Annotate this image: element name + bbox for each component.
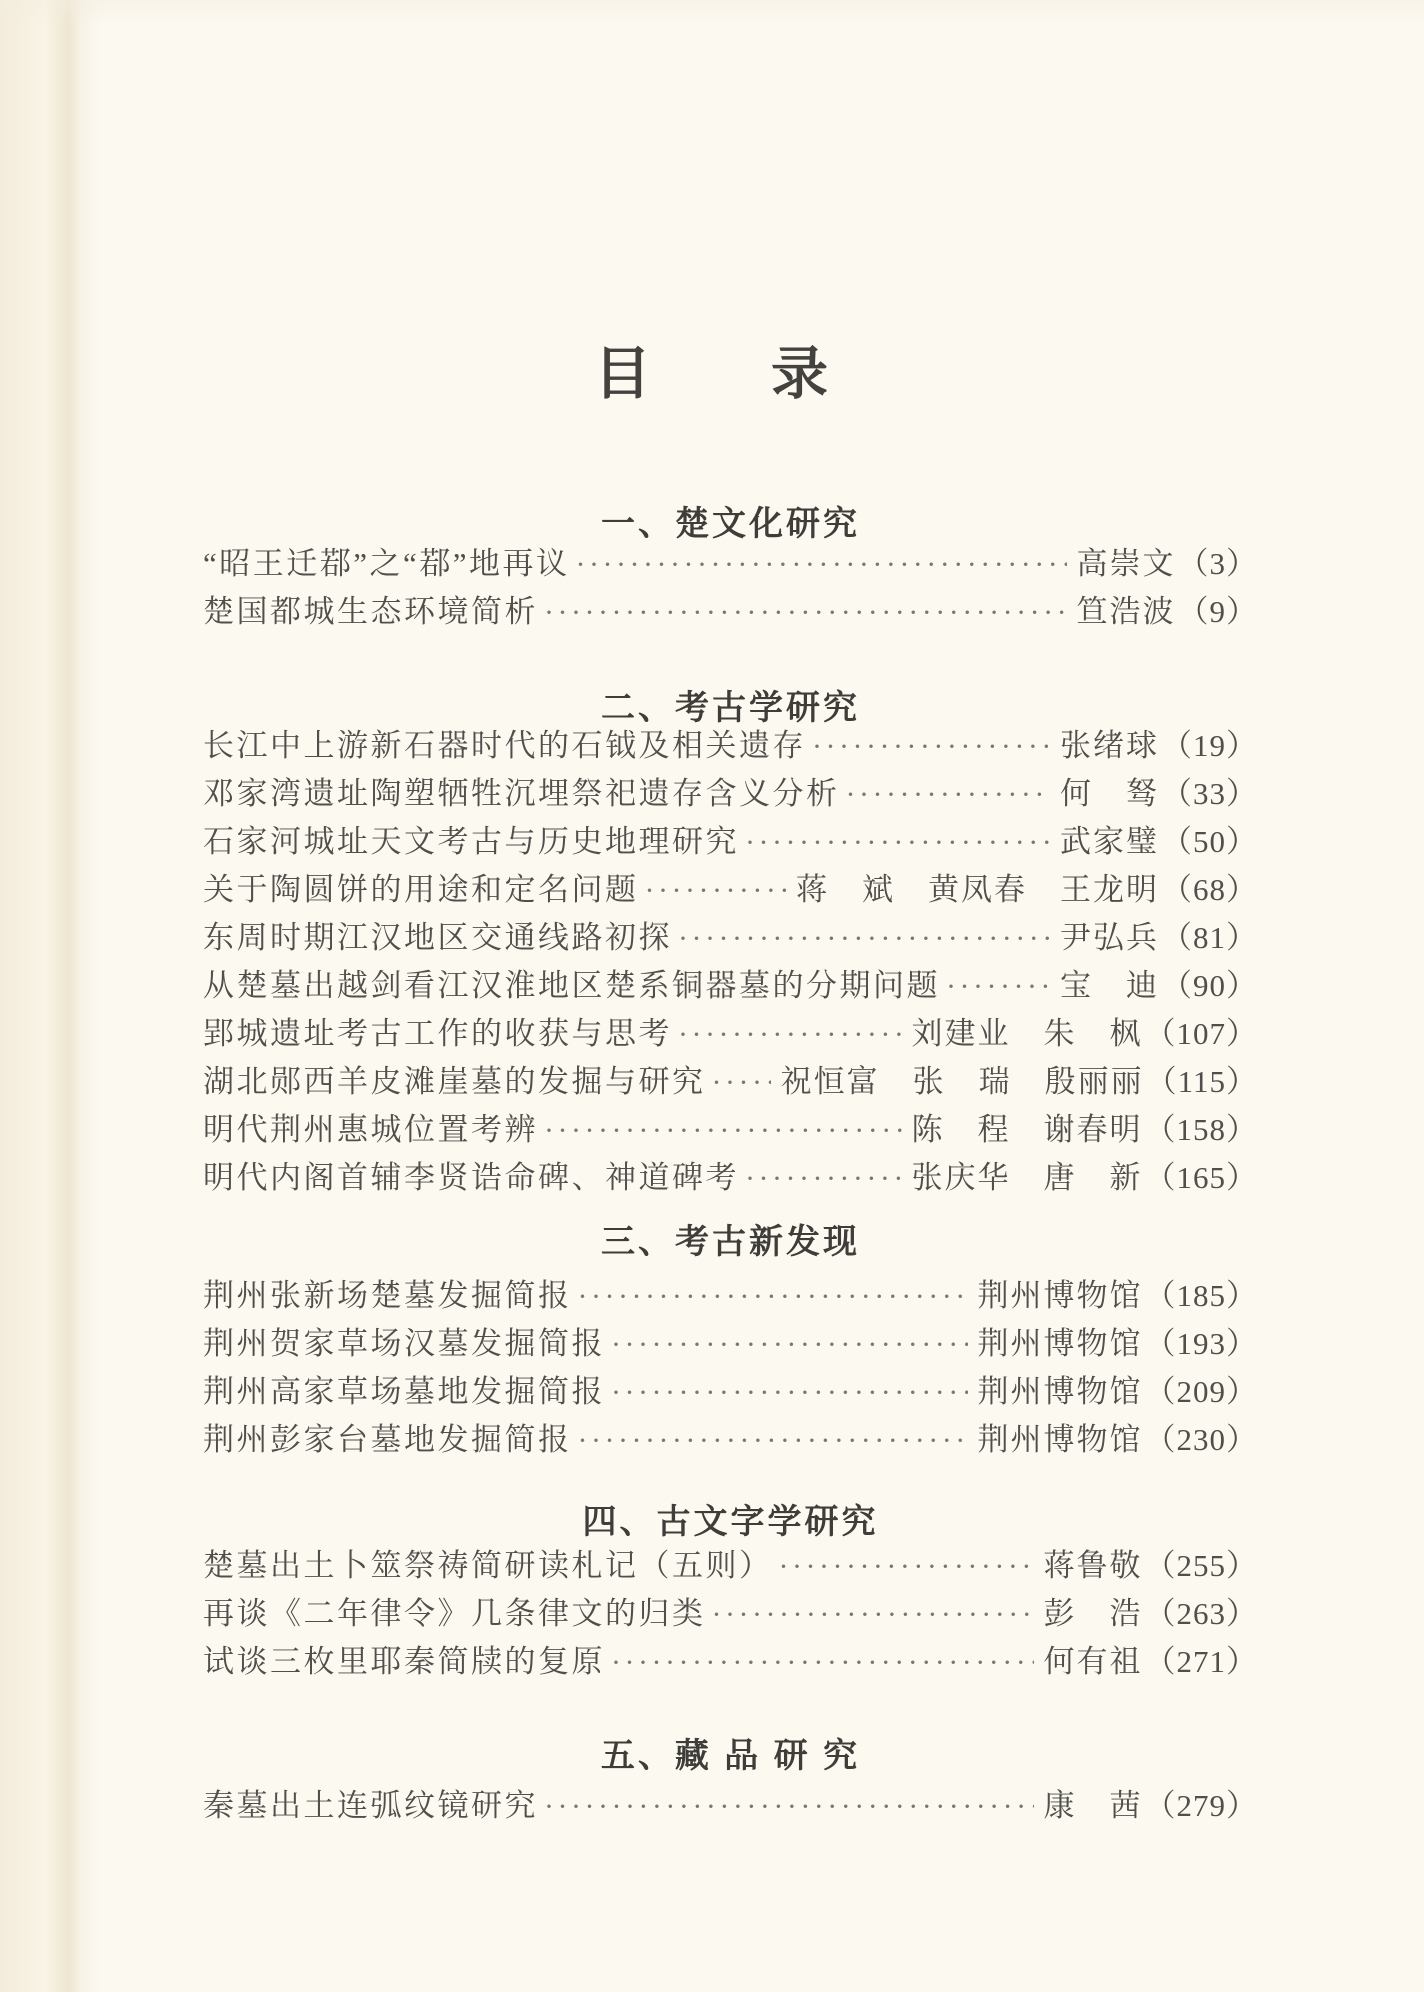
entry-title: 荆州张新场楚墓发掘简报 bbox=[203, 1278, 572, 1313]
toc-entry-row bbox=[203, 962, 1258, 1010]
toc-entry-row bbox=[203, 1638, 1258, 1686]
dot-leader bbox=[779, 1543, 1034, 1591]
toc-entry-row bbox=[203, 914, 1258, 962]
entry-page-number: （193） bbox=[1144, 1326, 1258, 1361]
entry-title: 楚墓出土卜筮祭祷简研读札记（五则） bbox=[203, 1548, 773, 1583]
toc-entry-row bbox=[203, 1010, 1258, 1058]
section-list-3 bbox=[203, 1272, 1258, 1464]
dot-leader bbox=[712, 1591, 1034, 1639]
section-heading-3: 三、考古新发现 bbox=[601, 1223, 860, 1261]
entry-page-number: （165） bbox=[1144, 1160, 1258, 1195]
entry-title: 明代内阁首辅李贤诰命碑、神道碑考 bbox=[203, 1160, 739, 1195]
toc-entry-row bbox=[203, 588, 1258, 636]
toc-entry-row bbox=[203, 1058, 1258, 1106]
entry-title: 荆州彭家台墓地发掘简报 bbox=[203, 1422, 572, 1457]
section-list-1 bbox=[203, 540, 1258, 636]
entry-page-number: （9） bbox=[1177, 594, 1258, 629]
entry-authors: 张绪球 bbox=[1060, 728, 1159, 763]
entry-authors: 蒋 斌 黄凤春 王龙明 bbox=[796, 872, 1159, 907]
dot-leader bbox=[544, 589, 1067, 637]
entry-page-number: （19） bbox=[1161, 728, 1258, 763]
entry-page-number: （230） bbox=[1144, 1422, 1258, 1457]
dot-leader bbox=[611, 1639, 1034, 1687]
dot-leader bbox=[544, 1783, 1034, 1831]
entry-authors: 荆州博物馆 bbox=[977, 1374, 1143, 1409]
dot-leader bbox=[611, 1369, 968, 1417]
entry-page-number: （279） bbox=[1144, 1788, 1258, 1823]
entry-authors: 荆州博物馆 bbox=[977, 1422, 1143, 1457]
dot-leader bbox=[745, 1155, 902, 1203]
entry-page-number: （158） bbox=[1144, 1112, 1258, 1147]
entry-title: 湖北郧西羊皮滩崖墓的发掘与研究 bbox=[203, 1064, 706, 1099]
section-list-4 bbox=[203, 1542, 1258, 1686]
entry-page-number: （263） bbox=[1144, 1596, 1258, 1631]
entry-authors: 荆州博物馆 bbox=[977, 1326, 1143, 1361]
entry-page-number: （255） bbox=[1144, 1548, 1258, 1583]
entry-authors: 张庆华 唐 新 bbox=[911, 1160, 1143, 1195]
toc-entry-row bbox=[203, 1154, 1258, 1202]
entry-authors: 笪浩波 bbox=[1076, 594, 1176, 629]
dot-leader bbox=[576, 541, 1067, 589]
section-heading-2: 二、考古学研究 bbox=[601, 689, 860, 727]
entry-authors: 高崇文 bbox=[1076, 546, 1176, 581]
entry-page-number: （90） bbox=[1161, 968, 1258, 1003]
dot-leader bbox=[712, 1059, 771, 1107]
dot-leader bbox=[678, 1011, 902, 1059]
toc-entry-row bbox=[203, 1416, 1258, 1464]
entry-title: 邓家湾遗址陶塑牺牲沉埋祭祀遗存含义分析 bbox=[203, 776, 840, 811]
toc-entry-row bbox=[203, 1320, 1258, 1368]
entry-page-number: （33） bbox=[1161, 776, 1258, 811]
entry-page-number: （115） bbox=[1145, 1064, 1258, 1099]
entry-page-number: （185） bbox=[1144, 1278, 1258, 1313]
dot-leader bbox=[812, 723, 1050, 771]
entry-page-number: （68） bbox=[1161, 872, 1258, 907]
entry-authors: 何有祖 bbox=[1043, 1644, 1143, 1679]
toc-entry-row bbox=[203, 1272, 1258, 1320]
toc-entry-row bbox=[203, 1106, 1258, 1154]
entry-authors: 荆州博物馆 bbox=[977, 1278, 1143, 1313]
entry-title: 荆州贺家草场汉墓发掘简报 bbox=[203, 1326, 605, 1361]
dot-leader bbox=[678, 915, 1050, 963]
section-list-5 bbox=[203, 1782, 1258, 1830]
entry-title: 楚国都城生态环境简析 bbox=[203, 594, 538, 629]
section-list-2 bbox=[203, 722, 1258, 1202]
entry-authors: 彭 浩 bbox=[1043, 1596, 1143, 1631]
entry-title: 东周时期江汉地区交通线路初探 bbox=[203, 920, 672, 955]
entry-authors: 刘建业 朱 枫 bbox=[911, 1016, 1143, 1051]
entry-authors: 武家璧 bbox=[1060, 824, 1159, 859]
toc-entry-row bbox=[203, 1782, 1258, 1830]
dot-leader bbox=[846, 771, 1051, 819]
entry-title: 从楚墓出越剑看江汉淮地区楚系铜器墓的分期问题 bbox=[203, 968, 940, 1003]
entry-title: “昭王迁鄀”之“鄀”地再议 bbox=[203, 546, 570, 581]
toc-entry-row bbox=[203, 1368, 1258, 1416]
entry-title: 秦墓出土连弧纹镜研究 bbox=[203, 1788, 538, 1823]
dot-leader bbox=[544, 1107, 902, 1155]
toc-entry-row bbox=[203, 1590, 1258, 1638]
entry-title: 试谈三枚里耶秦简牍的复原 bbox=[203, 1644, 605, 1679]
entry-authors: 陈 程 谢春明 bbox=[911, 1112, 1143, 1147]
entry-page-number: （50） bbox=[1161, 824, 1258, 859]
toc-entry-row bbox=[203, 1542, 1258, 1590]
section-heading-1: 一、楚文化研究 bbox=[601, 505, 860, 543]
toc-entry-row bbox=[203, 866, 1258, 914]
dot-leader bbox=[578, 1417, 968, 1465]
dot-leader bbox=[745, 819, 1050, 867]
entry-authors: 康 茜 bbox=[1043, 1788, 1143, 1823]
dot-leader bbox=[645, 867, 787, 915]
entry-title: 石家河城址天文考古与历史地理研究 bbox=[203, 824, 739, 859]
section-heading-5: 五、藏 品 研 究 bbox=[600, 1737, 861, 1775]
entry-title: 荆州高家草场墓地发掘简报 bbox=[203, 1374, 605, 1409]
entry-page-number: （209） bbox=[1144, 1374, 1258, 1409]
entry-title: 明代荆州惠城位置考辨 bbox=[203, 1112, 538, 1147]
toc-entry-row bbox=[203, 770, 1258, 818]
page-title: 目 录 bbox=[594, 343, 830, 406]
entry-page-number: （3） bbox=[1177, 546, 1258, 581]
entry-title: 长江中上游新石器时代的石钺及相关遗存 bbox=[203, 728, 806, 763]
section-heading-4: 四、古文字学研究 bbox=[582, 1503, 879, 1541]
entry-authors: 宝 迪 bbox=[1060, 968, 1159, 1003]
entry-page-number: （81） bbox=[1161, 920, 1258, 955]
dot-leader bbox=[578, 1273, 968, 1321]
entry-authors: 祝恒富 张 瑞 殷丽丽 bbox=[780, 1064, 1144, 1099]
entry-page-number: （271） bbox=[1144, 1644, 1258, 1679]
entry-title: 关于陶圆饼的用途和定名问题 bbox=[203, 872, 639, 907]
toc-entry-row bbox=[203, 722, 1258, 770]
dot-leader bbox=[946, 963, 1050, 1011]
toc-entry-row bbox=[203, 540, 1258, 588]
entry-title: 再谈《二年律令》几条律文的归类 bbox=[203, 1596, 706, 1631]
entry-authors: 尹弘兵 bbox=[1060, 920, 1159, 955]
page-top-shading bbox=[0, 0, 1424, 26]
entry-authors: 蒋鲁敬 bbox=[1043, 1548, 1143, 1583]
entry-page-number: （107） bbox=[1144, 1016, 1258, 1051]
dot-leader bbox=[611, 1321, 968, 1369]
toc-entry-row bbox=[203, 818, 1258, 866]
entry-authors: 何 驽 bbox=[1060, 776, 1159, 811]
entry-title: 郢城遗址考古工作的收获与思考 bbox=[203, 1016, 672, 1051]
page-edge-shadow bbox=[0, 0, 100, 1992]
